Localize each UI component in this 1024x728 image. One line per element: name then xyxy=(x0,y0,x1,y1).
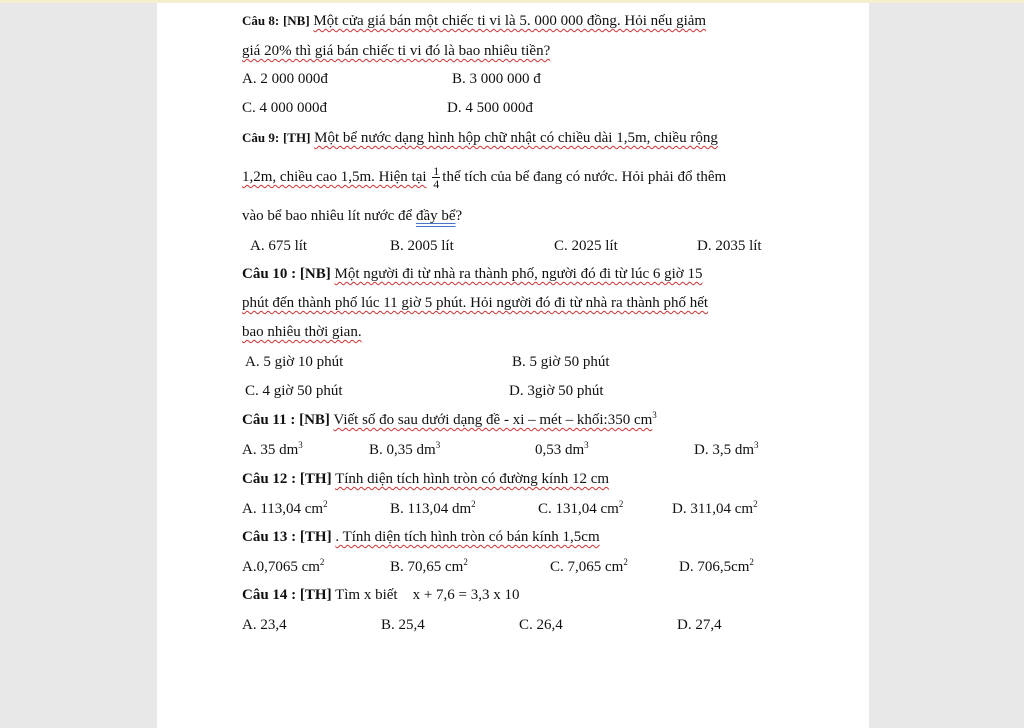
q13-option-a xyxy=(242,557,324,577)
q11-option-d-sup: 3 xyxy=(754,440,759,450)
question-9-text-3c: ? xyxy=(455,208,463,224)
q12-option-d-text: D. 311,04 cm xyxy=(672,501,754,517)
question-10-text-3: bao nhiêu thời gian. xyxy=(242,324,362,340)
question-12-text: Tính diện tích hình tròn có đường kính 12 cm xyxy=(335,471,610,487)
question-13-tag: [TH] xyxy=(299,529,332,545)
question-10-text: Một người đi từ nhà ra thành phố, người đó đi từ lúc 6 giờ 15 xyxy=(334,266,703,282)
question-11-sup: 3 xyxy=(652,410,657,420)
question-11-label: Câu 11 : xyxy=(242,412,296,428)
question-8-text-2: giá 20% thì giá bán chiếc ti vi đó là bao nhiêu tiền? xyxy=(242,43,551,59)
fraction-one-quarter xyxy=(432,165,440,190)
question-11-tag: [NB] xyxy=(299,412,330,428)
q10-option-c: C. 4 giờ 50 phút xyxy=(245,383,343,399)
q11-option-c xyxy=(535,440,589,460)
q10-option-b: B. 5 giờ 50 phút xyxy=(512,354,610,370)
question-9-text-2a: 1,2m, chiều cao 1,5m. Hiện tại xyxy=(242,169,427,185)
question-11-text: Viết số đo sau dưới dạng đề - xi – mét – khối:350 cm xyxy=(333,412,653,428)
question-9-text-3a: vào bể bao nhiêu lít nước để xyxy=(242,208,413,224)
q10-option-a: A. 5 giờ 10 phút xyxy=(245,354,344,370)
question-12-line xyxy=(242,469,609,489)
q12-option-a-sup: 2 xyxy=(323,499,328,509)
q11-option-d-text: D. 3,5 dm xyxy=(694,442,754,458)
q11-option-c-sup: 3 xyxy=(584,440,589,450)
q8-option-b: B. 3 000 000 đ xyxy=(452,71,541,87)
q9-option-a: A. 675 lít xyxy=(250,238,308,254)
q12-option-c xyxy=(538,499,623,519)
question-13-line xyxy=(242,527,600,547)
question-14-line xyxy=(242,585,520,605)
q11-option-a-sup: 3 xyxy=(298,440,303,450)
question-8-text: Một cửa giá bán một chiếc ti vi là 5. 000 000 đồng. Hỏi nếu giảm xyxy=(313,13,707,29)
question-10-line-1 xyxy=(242,264,702,284)
q14-option-b: B. 25,4 xyxy=(381,617,425,633)
question-9-text-3b: đầy bể xyxy=(415,208,456,224)
q13-option-c-text: C. 7,065 cm xyxy=(550,559,624,575)
question-8-line-1 xyxy=(242,11,706,31)
q14-option-a: A. 23,4 xyxy=(242,617,287,633)
q13-option-b xyxy=(390,557,468,577)
question-12-label: Câu 12 : xyxy=(242,471,297,487)
q8-option-a: A. 2 000 000đ xyxy=(242,71,328,87)
q12-option-b xyxy=(390,499,476,519)
fraction-numerator: 1 xyxy=(433,164,440,179)
question-14-label: Câu 14 : xyxy=(242,587,297,603)
q12-option-c-text: C. 131,04 cm xyxy=(538,501,619,517)
question-10-label: Câu 10 : xyxy=(242,266,297,282)
q9-option-b: B. 2005 lít xyxy=(390,238,454,254)
question-10-text-2: phút đến thành phố lúc 11 giờ 5 phút. Hỏi người đó đi từ nhà ra thành phố hết xyxy=(242,295,709,311)
question-12-tag: [TH] xyxy=(299,471,332,487)
q11-option-b xyxy=(369,440,440,460)
question-8-label: Câu 8: xyxy=(242,13,280,28)
q13-option-c-sup: 2 xyxy=(623,557,628,567)
question-13-text: . Tính diện tích hình tròn có bán kính 1,5cm xyxy=(335,529,600,545)
q11-option-c-text: 0,53 dm xyxy=(535,442,585,458)
question-9-line-1 xyxy=(242,128,718,148)
q14-option-d: D. 27,4 xyxy=(677,617,722,633)
q14-option-c: C. 26,4 xyxy=(519,617,563,633)
q12-option-d-sup: 2 xyxy=(753,499,758,509)
q13-option-d xyxy=(679,557,754,577)
q8-option-c: C. 4 000 000đ xyxy=(242,100,328,116)
q12-option-c-sup: 2 xyxy=(618,499,624,509)
q13-option-b-sup: 2 xyxy=(463,557,468,567)
q13-option-a-text: A.0,7065 cm xyxy=(242,559,320,575)
question-9-label: Câu 9: xyxy=(242,130,280,145)
q12-option-a-text: A. 113,04 cm xyxy=(242,501,324,517)
q9-option-d: D. 2035 lít xyxy=(697,238,762,254)
q12-option-d xyxy=(672,499,758,519)
q12-option-a xyxy=(242,499,328,519)
q13-option-a-sup: 2 xyxy=(319,557,325,567)
q11-option-b-text: B. 0,35 dm xyxy=(369,442,436,458)
question-10-line-3 xyxy=(242,322,362,342)
q10-option-d: D. 3giờ 50 phút xyxy=(509,383,604,399)
question-8-line-2 xyxy=(242,41,550,61)
q11-option-a-text: A. 35 dm xyxy=(242,442,299,458)
question-9-tag: [TH] xyxy=(282,130,311,145)
q13-option-d-text: D. 706,5cm xyxy=(679,559,750,575)
q13-option-c xyxy=(550,557,628,577)
question-9-text: Một bể nước dạng hình hộp chữ nhật có chiều dài 1,5m, chiều rộng xyxy=(314,130,718,146)
question-9-text-2b: thể tích của bể đang có nước. Hỏi phải đổ thêm xyxy=(442,169,727,185)
q12-option-b-sup: 2 xyxy=(471,499,476,509)
question-8-tag: [NB] xyxy=(282,13,310,28)
q9-option-c: C. 2025 lít xyxy=(554,238,618,254)
q8-option-d: D. 4 500 000đ xyxy=(447,100,533,116)
q11-option-d xyxy=(694,440,759,460)
fraction-denominator: 4 xyxy=(433,177,440,192)
question-14-text: Tìm x biết x + 7,6 = 3,3 x 10 xyxy=(335,587,520,603)
q13-option-b-text: B. 70,65 cm xyxy=(390,559,464,575)
question-10-tag: [NB] xyxy=(299,266,331,282)
q13-option-d-sup: 2 xyxy=(749,557,754,567)
question-9-line-3 xyxy=(242,206,462,226)
q12-option-b-text: B. 113,04 dm xyxy=(390,501,472,517)
question-13-label: Câu 13 : xyxy=(242,529,297,545)
question-10-line-2 xyxy=(242,293,708,313)
document-page xyxy=(157,3,869,728)
q11-option-a xyxy=(242,440,303,460)
question-9-line-2 xyxy=(242,160,726,194)
q11-option-b-sup: 3 xyxy=(435,440,441,450)
question-14-tag: [TH] xyxy=(299,587,332,603)
question-11-line xyxy=(242,410,657,430)
